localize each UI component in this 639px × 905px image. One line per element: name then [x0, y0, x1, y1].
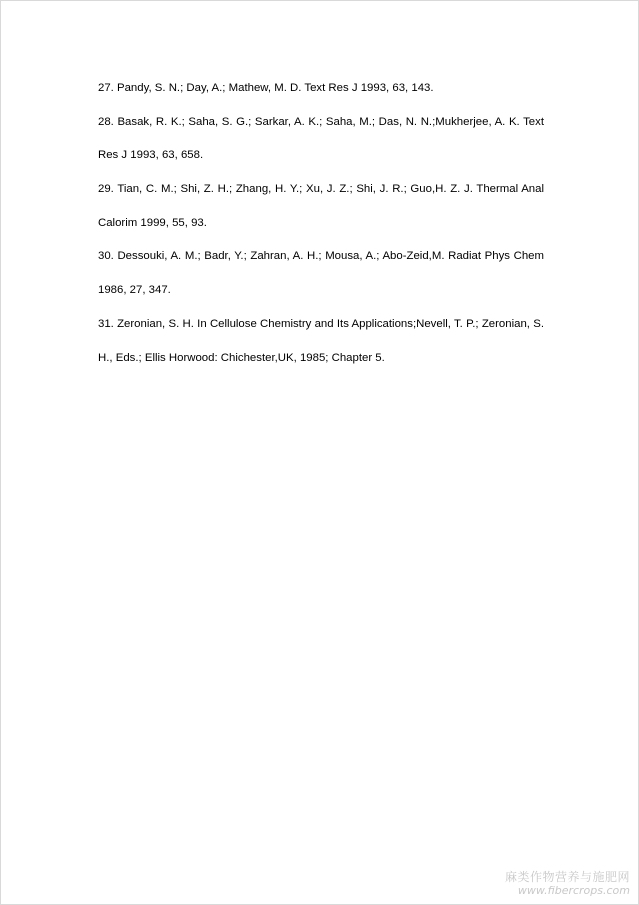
- reference-28-line-2: Res J 1993, 63, 658.: [98, 149, 204, 162]
- reference-30-line-1: 30. Dessouki, A. M.; Badr, Y.; Zahran, A. H.; Mousa, A.; Abo-Zeid,M. Radiat Phys Chem: [98, 250, 544, 263]
- site-watermark: [505, 870, 630, 898]
- reference-29-line-1: 29. Tian, C. M.; Shi, Z. H.; Zhang, H. Y.; Xu, J. Z.; Shi, J. R.; Guo,H. Z. J. Thermal Anal: [98, 183, 544, 196]
- reference-28-line-1: 28. Basak, R. K.; Saha, S. G.; Sarkar, A. K.; Saha, M.; Das, N. N.;Mukherjee, A. K. Text: [98, 115, 544, 128]
- reference-30-line-2: 1986, 27, 347.: [98, 284, 171, 297]
- reference-31-line-2: H., Eds.; Ellis Horwood: Chichester,UK, 1985; Chapter 5.: [98, 351, 385, 364]
- reference-list: [98, 80, 544, 383]
- reference-31-line-1: 31. Zeronian, S. H. In Cellulose Chemistry and Its Applications;Nevell, T. P.; Zeronian, S.: [98, 317, 544, 330]
- watermark-url: www.fibercrops.com: [517, 884, 630, 897]
- watermark-title: 麻类作物营养与施肥网: [504, 870, 630, 884]
- reference-27-line-1: 27. Pandy, S. N.; Day, A.; Mathew, M. D. Text Res J 1993, 63, 143.: [98, 82, 434, 94]
- reference-29-line-2: Calorim 1999, 55, 93.: [98, 216, 207, 229]
